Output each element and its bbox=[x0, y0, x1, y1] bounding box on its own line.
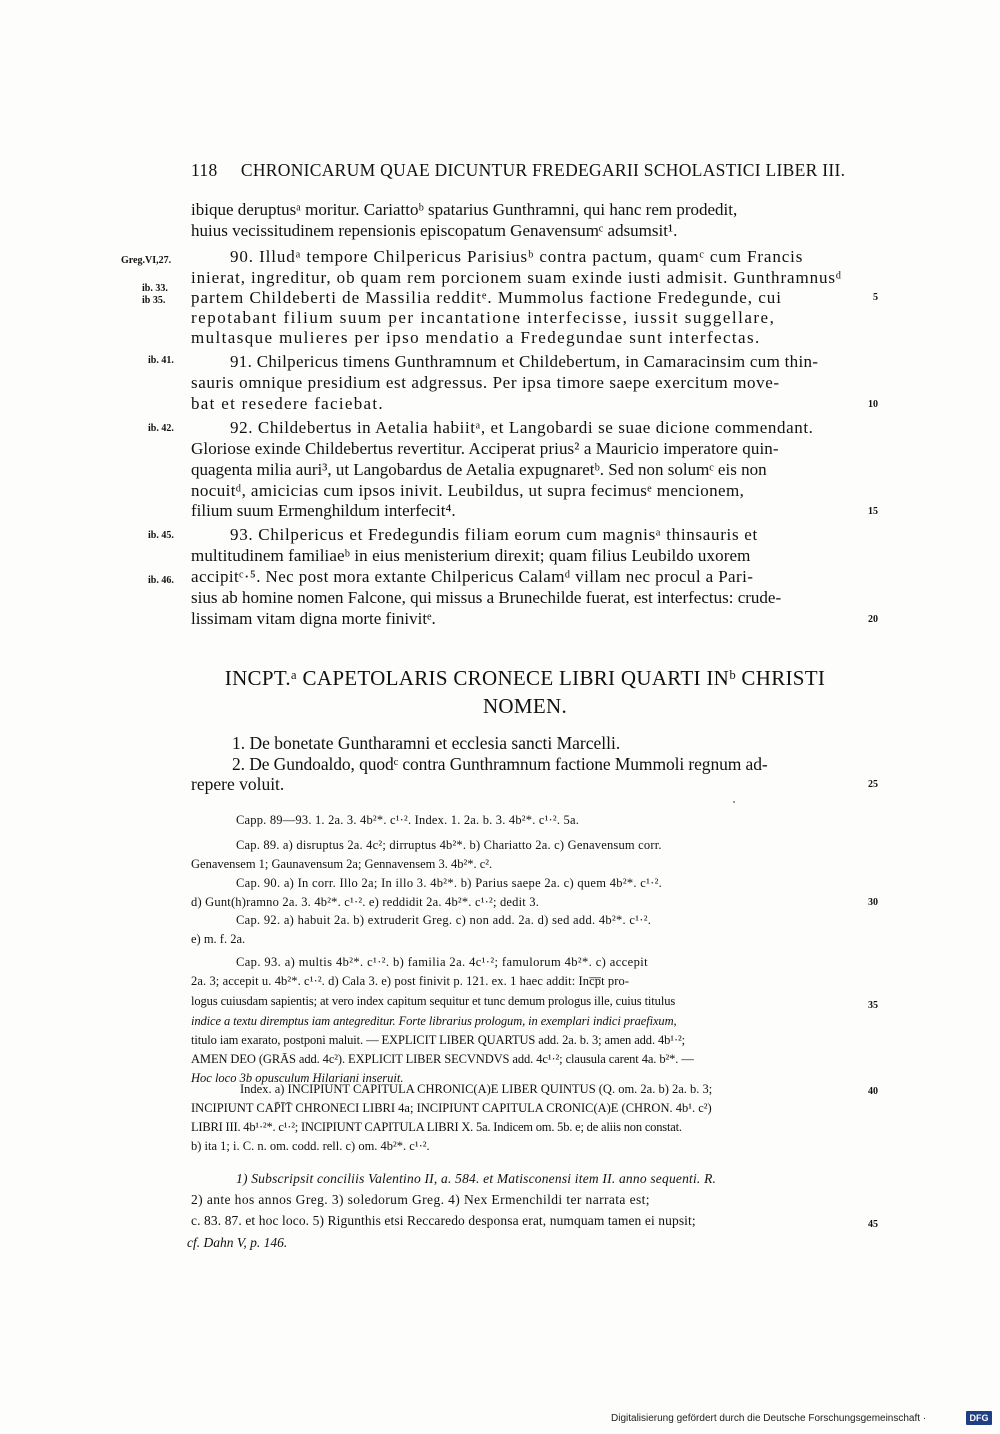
line-number: 10 bbox=[868, 399, 878, 410]
running-header bbox=[191, 160, 845, 181]
dfg-logo: DFG bbox=[966, 1411, 992, 1425]
apparatus-line: INCIPIUNT CAP̄ĪT̄ CHRONECI LIBRI 4a; INCIPIUNT CAPITULA CRONIC(A)E (CHRON. 4b¹. c²) bbox=[191, 1101, 712, 1115]
text-line: 92. Childebertus in Aetalia habiitᵃ, et Langobardi se suae dicione commendant. bbox=[230, 418, 814, 437]
section-title-continued: NOMEN. bbox=[482, 694, 568, 718]
apparatus-line: 2a. 3; accepit u. 4b²*. c¹·². d) Cala 3. e) post finivit p. 121. ex. 1 haec addit: Inc̅p̅t pro- bbox=[191, 974, 630, 988]
apparatus-line: AMEN DEO (GRĀS add. 4c²). EXPLICIT LIBER SECVNDVS add. 4c¹·²; clausula carent 4a. b²*. — bbox=[191, 1052, 694, 1066]
apparatus-line: Capp. 89—93. 1. 2a. 3. 4b²*. c¹·². Index. 1. 2a. b. 3. 4b²*. c¹·². 5a. bbox=[236, 813, 580, 827]
text-line: multitudinem familiaeᵇ in eius menisterium direxit; quam filius Leubildo uxorem bbox=[191, 546, 751, 565]
text-line: huius vecissitudinem repensionis episcopatum Genavensumᶜ adsumsit¹. bbox=[191, 221, 678, 240]
chapter-item: 1. De bonetate Guntharamni et ecclesia sancti Marcelli. bbox=[232, 733, 621, 753]
line-number: 35 bbox=[868, 1000, 878, 1011]
text-line: 91. Chilpericus timens Gunthramnum et Childebertum, in Camaracinsim cum thin- bbox=[230, 352, 819, 371]
apparatus-line: Cap. 89. a) disruptus 2a. 4c²; dirruptus 4b²*. b) Chariatto 2a. c) Genavensum corr. bbox=[236, 838, 662, 852]
apparatus-line: Cap. 92. a) habuit 2a. b) extruderit Greg. c) non add. 2a. d) sed add. 4b²*. c¹·². bbox=[236, 913, 652, 927]
margin-ref: ib 35. bbox=[142, 295, 166, 306]
footnote-line: 1) Subscripsit conciliis Valentino II, a. 584. et Matisconensi item II. anno sequenti. R. bbox=[236, 1171, 717, 1186]
line-number: 20 bbox=[868, 614, 878, 625]
text-line: Gloriose exinde Childebertus revertitur. Acciperat prius² a Mauricio imperatore quin- bbox=[191, 439, 779, 458]
apparatus-line: titulo iam exarato, postponi maluit. — EXPLICIT LIBER QUARTUS add. 2a. b. 3; amen add. 4b¹·²; bbox=[191, 1033, 686, 1047]
chapter-item: 2. De Gundoaldo, quodᶜ contra Gunthramnum factione Mummoli regnum ad- bbox=[232, 754, 768, 774]
footnote-line: cf. Dahn V, p. 146. bbox=[187, 1235, 288, 1250]
print-speck bbox=[733, 801, 735, 803]
apparatus-line: Cap. 93. a) multis 4b²*. c¹·². b) familia 2a. 4c¹·²; famulorum 4b²*. c) accepit bbox=[236, 955, 648, 969]
text-line: filium suum Ermenghildum interfecit⁴. bbox=[191, 501, 456, 520]
apparatus-line: Hoc loco 3b opusculum Hilariani inseruit. bbox=[191, 1071, 404, 1085]
apparatus-line: Genavensem 1; Gaunavensum 2a; Gennavensem 3. 4b²*. c². bbox=[191, 857, 493, 871]
text-line: partem Childeberti de Massilia redditᵉ. Mummolus factione Fredegunde, cui bbox=[191, 288, 783, 307]
margin-ref: ib. 46. bbox=[148, 575, 174, 586]
margin-ref: ib. 41. bbox=[148, 355, 174, 366]
margin-ref: ib. 33. bbox=[142, 283, 168, 294]
text-line: 93. Chilpericus et Fredegundis filiam eorum cum magnisᵃ thinsauris et bbox=[230, 525, 758, 544]
text-line: inierat, ingreditur, ob quam rem porcionem suam exinde iusti admisit. Gunthramnusᵈ bbox=[191, 268, 843, 287]
apparatus-line: e) m. f. 2a. bbox=[191, 932, 246, 946]
text-line: multasque mulieres per ipso mendatio a Fredegundae sunt interfectas. bbox=[191, 328, 761, 347]
text-line: sius ab homine nomen Falcone, qui missus a Brunechilde fuerat, est interfectus: crude- bbox=[191, 588, 782, 607]
text-line: repotabant filium suum per incantatione interfecisse, iussit suggellare, bbox=[191, 308, 776, 327]
line-number: 30 bbox=[868, 897, 878, 908]
margin-ref: Greg.VI,27. bbox=[121, 255, 172, 266]
footnote-line: c. 83. 87. et hoc loco. 5) Rigunthis etsi Reccaredo desponsa erat, numquam tamen ei nupsit; bbox=[191, 1213, 696, 1228]
line-number: 15 bbox=[868, 506, 878, 517]
text-line: lissimam vitam digna morte finivitᵉ. bbox=[191, 609, 436, 628]
page-number: 118 bbox=[191, 160, 218, 180]
margin-ref: ib. 42. bbox=[148, 423, 174, 434]
text-line: bat et resedere faciebat. bbox=[191, 394, 384, 413]
text-line: sauris omnique presidium est adgressus. Per ipsa timore saepe exercitum move- bbox=[191, 373, 780, 392]
apparatus-line: indice a textu diremptus iam antegreditur. Forte librarius prologum, in exemplari indici praefixum, bbox=[191, 1014, 677, 1028]
margin-ref: ib. 45. bbox=[148, 530, 174, 541]
text-line: accipitᶜ·⁵. Nec post mora extante Chilpericus Calamᵈ villam nec procul a Pari- bbox=[191, 567, 754, 586]
text-line: nocuitᵈ, amicicias cum ipsos inivit. Leubildus, ut supra fecimusᵉ mencionem, bbox=[191, 481, 745, 500]
line-number: 45 bbox=[868, 1219, 878, 1230]
apparatus-line: Cap. 90. a) In corr. Illo 2a; In illo 3. 4b²*. b) Parius saepe 2a. c) quem 4b²*. c¹·². bbox=[236, 876, 663, 890]
running-title: CHRONICARUM QUAE DICUNTUR FREDEGARII SCHOLASTICI LIBER III. bbox=[240, 160, 846, 180]
text-line: ibique deruptusᵃ moritur. Cariattoᵇ spatarius Gunthramni, qui hanc rem prodedit, bbox=[191, 200, 738, 219]
chapter-item-continued: repere voluit. bbox=[191, 774, 285, 794]
apparatus-line: Index. a) INCIPIUNT CAPITULA CHRONIC(A)E LIBER QUINTUS (Q. om. 2a. b) 2a. b. 3; bbox=[240, 1082, 713, 1096]
footnote-line: 2) ante hos annos Greg. 3) soledorum Greg. 4) Nex Ermenchildi ter narrata est; bbox=[191, 1192, 650, 1207]
apparatus-line: logus cuiusdam sapientis; at vero index capitum sequitur et tunc demum prologus ille, cuius titulus bbox=[191, 994, 676, 1008]
text-line: quagenta milia auri³, ut Langobardus de Aetalia expugnaretᵇ. Sed non solumᶜ eis non bbox=[191, 460, 767, 479]
line-number: 40 bbox=[868, 1086, 878, 1097]
section-title: INCPT.ᵃ CAPETOLARIS CRONECE LIBRI QUARTI INᵇ CHRISTI bbox=[224, 666, 826, 690]
line-number: 5 bbox=[873, 292, 878, 303]
line-number: 25 bbox=[868, 779, 878, 790]
apparatus-line: LIBRI III. 4b¹·²*. c¹·²; INCIPIUNT CAPITULA LIBRI X. 5a. Indicem om. 5b. e; de aliis non constat. bbox=[191, 1120, 682, 1134]
apparatus-line: d) Gunt(h)ramno 2a. 3. 4b²*. c¹·². e) reddidit 2a. 4b²*. c¹·²; dedit 3. bbox=[191, 895, 540, 909]
text-line: 90. Illudᵃ tempore Chilpericus Parisiusᵇ contra pactum, quamᶜ cum Francis bbox=[230, 247, 804, 266]
digitization-credit: Digitalisierung gefördert durch die Deutsche Forschungsgemeinschaft · bbox=[611, 1413, 927, 1424]
apparatus-line: b) ita 1; i. C. n. om. codd. rell. c) om. 4b²*. c¹·². bbox=[191, 1139, 430, 1153]
